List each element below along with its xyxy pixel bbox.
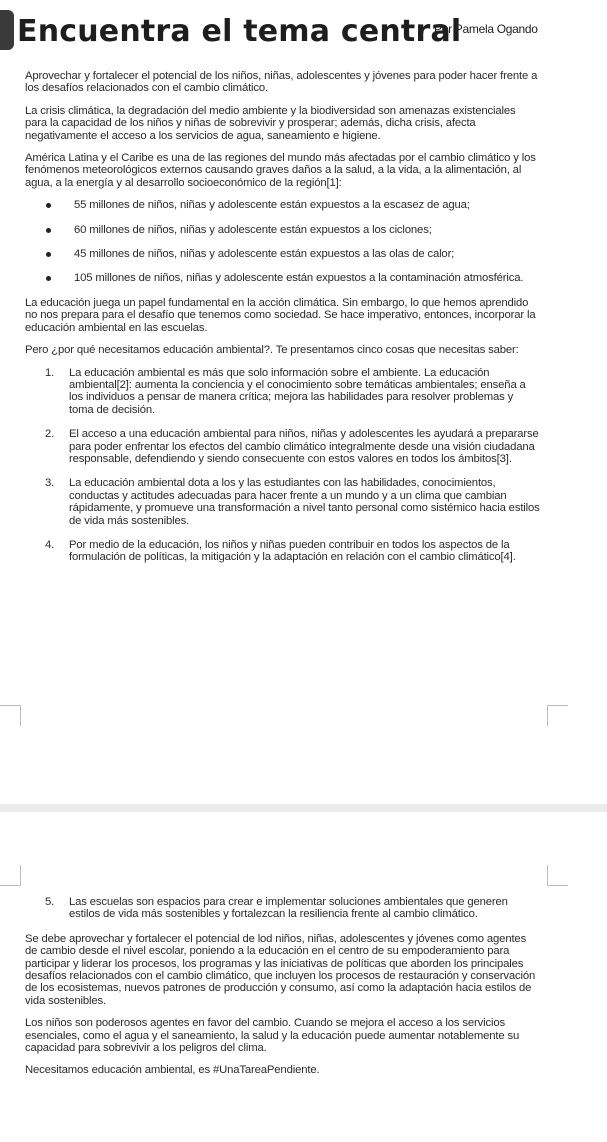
list-item xyxy=(25,896,540,921)
statistics-bullet-list xyxy=(25,199,540,285)
document-page-1 xyxy=(25,70,540,576)
paragraph: La crisis climática, la degradación del medio ambiente y la biodiversidad son amenazas existenciales para la capacidad de los niños y niñas de sobrevivir y prosperar; además, dicha crisis, afecta negativamente el acceso a los servicios de agua, saneamiento e higiene. xyxy=(25,104,516,142)
list-item xyxy=(25,428,540,465)
list-number: 4. xyxy=(45,538,55,551)
list-item-text: El acceso a una educación ambiental para niños, niñas y adolescentes les ayudará a prepararse para poder enfrentar los efectos del cambio climático integralmente desde una visión ciudadana responsable, defendiendo y siendo consecuente con estos valores en todos los ámbitos[3]. xyxy=(69,428,539,465)
numbered-list xyxy=(25,896,540,921)
bullet-icon xyxy=(46,228,51,233)
list-item xyxy=(25,272,540,284)
list-item-text: 105 millones de niños, niñas y adolescente están expuestos a la contaminación atmosférica. xyxy=(74,272,524,285)
list-item xyxy=(25,477,540,527)
list-item xyxy=(25,199,540,211)
list-item-text: La educación ambiental dota a los y las estudiantes con las habilidades, conocimientos, conductas y actitudes adecuadas para hacer frente a un mundo y a un clima que cambian rápidamente, y promueve una transformación a nivel tanto personal como sistémico hacia estilos de vida más sostenibles. xyxy=(69,477,540,527)
list-item-text: 45 millones de niños, niñas y adolescente están expuestos a las olas de calor; xyxy=(74,248,455,261)
page-corner-mark xyxy=(547,865,568,886)
paragraph: América Latina y el Caribe es una de las regiones del mundo más afectadas por el cambio climático y los fenómenos meteorológicos externos causando graves daños a la salud, a la vida, a la alimentación, al agua, a la energía y al desarrollo socioeconómico de la región[1]: xyxy=(25,152,536,189)
list-number: 2. xyxy=(45,428,55,441)
page-corner-mark xyxy=(547,705,568,726)
list-number: 1. xyxy=(45,366,55,379)
bullet-icon xyxy=(46,276,51,281)
paragraph: Aprovechar y fortalecer el potencial de los niños, niñas, adolescentes y jóvenes para poder hacer frente a los desafíos relacionados con el cambio climático. xyxy=(25,70,538,95)
bullet-icon xyxy=(46,252,51,257)
list-number: 3. xyxy=(45,477,55,490)
list-number: 5. xyxy=(45,896,55,908)
paragraph: La educación juega un papel fundamental en la acción climática. Sin embargo, lo que hemos aprendido no nos prepara para el desafío que tenemos como sociedad. Se hace imperativo, entonces, incorporar la educación ambiental en las escuelas. xyxy=(25,296,536,334)
list-item xyxy=(25,224,540,236)
list-item-text: La educación ambiental es más que solo información sobre el ambiente. La educación ambiental[2]: aumenta la conciencia y el conocimiento sobre temáticas ambientales; enseña a los individuos a pensar de manera crítica; mejora las habilidades para resolver problemas y toma de decisión. xyxy=(69,366,526,416)
list-item-text: Las escuelas son espacios para crear e implementar soluciones ambientales que generen estilos de vida más sostenibles y fortalezcan la resiliencia frente al cambio climático. xyxy=(69,896,508,921)
author-byline: Por Pamela Ogando xyxy=(434,22,538,36)
paragraph: Se debe aprovechar y fortalecer el potencial de lod niños, niñas, adolescentes y jóvenes como agentes de cambio desde el nivel escolar, poniendo a la educación en el centro de su empoderamiento para participar y liderar los procesos, los programas y las iniciativas de políticas que aborden los principales desafíos relacionados con el cambio climático, que incluyen los procesos de restauración y conservación de los ecosistemas, nuevos patrones de producción y consumo, así como la adaptación hacia estilos de vida sostenibles. xyxy=(25,932,536,1007)
list-item-text: 55 millones de niños, niñas y adolescente están expuestos a la escasez de agua; xyxy=(74,199,470,212)
page-title: Encuentra el tema central xyxy=(17,14,462,49)
paragraph: Los niños son poderosos agentes en favor del cambio. Cuando se mejora el acceso a los servicios esenciales, como el agua y el saneamiento, la salud y la educación puede aumentar notablemente su capacidad para sobrevivir a los peligros del clima. xyxy=(25,1017,520,1055)
page-corner-mark xyxy=(0,865,21,886)
list-item-text: 60 millones de niños, niñas y adolescente están expuestos a los ciclones; xyxy=(74,223,432,236)
page-corner-mark xyxy=(0,705,21,726)
page-break xyxy=(0,804,607,812)
bullet-icon xyxy=(46,203,51,208)
title-accent-bar xyxy=(0,10,14,50)
numbered-list xyxy=(25,367,540,564)
list-item-text: Por medio de la educación, los niños y niñas pueden contribuir en todos los aspectos de la formulación de políticas, la mitigación y la adaptación en relación con el cambio climático[4]. xyxy=(69,538,516,564)
list-item xyxy=(25,248,540,260)
document-page-2 xyxy=(25,896,540,1087)
paragraph: Necesitamos educación ambiental, es #UnaTareaPendiente. xyxy=(25,1064,320,1077)
list-item xyxy=(25,539,540,564)
paragraph: Pero ¿por qué necesitamos educación ambiental?. Te presentamos cinco cosas que necesitas saber: xyxy=(25,344,519,357)
list-item xyxy=(25,367,540,417)
